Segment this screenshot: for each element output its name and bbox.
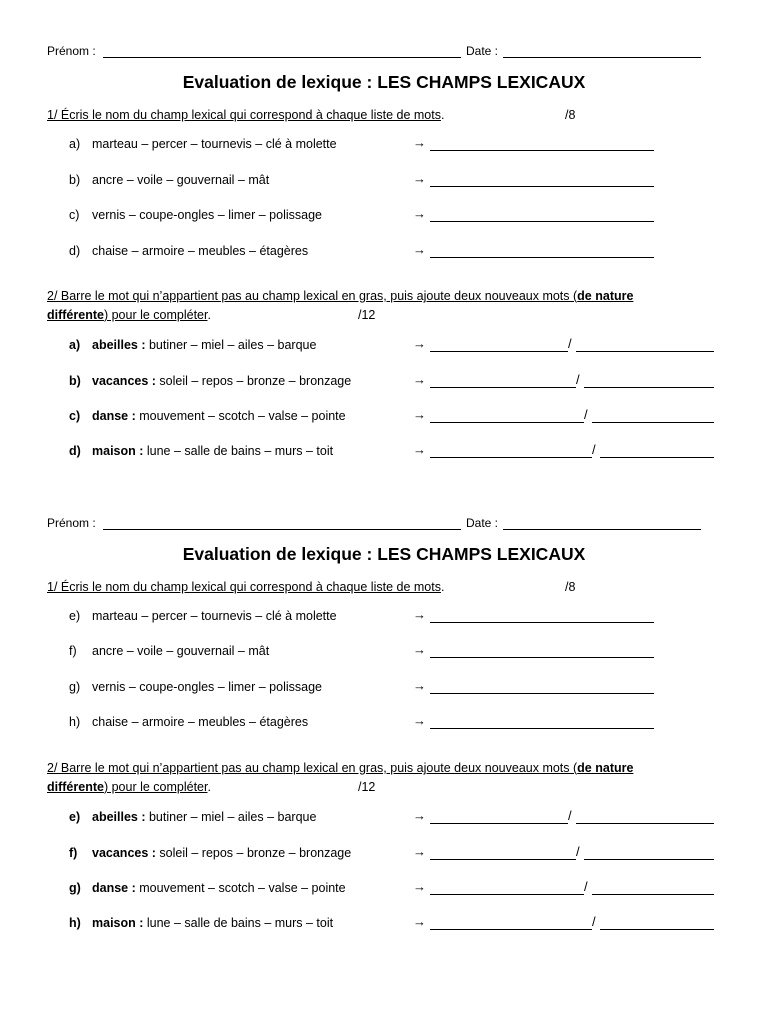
date-field[interactable] <box>503 529 701 530</box>
list-item-theme: vacances : <box>92 374 156 388</box>
question-1-text: 1/ Écris le nom du champ lexical qui correspond à chaque liste de mots <box>47 108 441 122</box>
answer-field[interactable] <box>430 622 654 623</box>
list-item-theme: abeilles : <box>92 810 146 824</box>
list-item-letter: g) <box>69 881 81 895</box>
list-item <box>92 916 333 930</box>
list-item-letter: h) <box>69 916 81 930</box>
question-2-heading-line1 <box>47 761 633 775</box>
list-item-letter: b) <box>69 173 81 187</box>
list-item <box>69 846 77 860</box>
list-item-words: chaise – armoire – meubles – étagères <box>92 244 309 258</box>
question-2-score: /12 <box>358 308 376 322</box>
list-item <box>92 338 316 352</box>
prenom-field[interactable] <box>103 57 461 58</box>
arrow-right-icon: → <box>413 808 426 823</box>
question-1-punct: . <box>440 580 445 594</box>
list-item-letter: a) <box>69 137 81 151</box>
list-item <box>92 409 346 423</box>
page-title: Evaluation de lexique : LES CHAMPS LEXICAUX <box>182 544 586 564</box>
question-2-heading-line2 <box>47 780 211 794</box>
list-item <box>92 846 351 860</box>
answer-field[interactable] <box>430 859 576 860</box>
list-item-theme: danse : <box>92 881 136 895</box>
list-item <box>69 881 81 895</box>
answer-field[interactable] <box>430 457 592 458</box>
slash-separator: / <box>592 442 596 457</box>
list-item-theme: abeilles : <box>92 338 146 352</box>
question-2-punct: . <box>207 308 211 322</box>
list-item-letter: g) <box>69 680 81 694</box>
list-item-words: marteau – percer – tournevis – clé à molette <box>92 609 337 623</box>
list-item-letter: b) <box>69 374 81 388</box>
question-1-score: /8 <box>565 580 576 594</box>
arrow-right-icon: → <box>413 407 426 422</box>
arrow-right-icon: → <box>413 844 426 859</box>
list-item-words: lune – salle de bains – murs – toit <box>143 916 334 930</box>
answer-field[interactable] <box>430 257 654 258</box>
arrow-right-icon: → <box>413 642 426 657</box>
list-item-words: soleil – repos – bronze – bronzage <box>155 846 352 860</box>
list-item-words: ancre – voile – gouvernail – mât <box>92 644 270 658</box>
question-1-score: /8 <box>565 108 576 122</box>
prenom-label: Prénom : <box>47 516 96 530</box>
answer-field[interactable] <box>430 929 592 930</box>
list-item-letter: d) <box>69 244 81 258</box>
answer-field[interactable] <box>576 823 714 824</box>
answer-field[interactable] <box>430 351 568 352</box>
question-2-heading-line2 <box>47 308 211 322</box>
list-item-words: marteau – percer – tournevis – clé à molette <box>92 137 337 151</box>
list-item <box>69 444 81 458</box>
list-item-theme: danse : <box>92 409 136 423</box>
list-item-letter: c) <box>69 409 81 423</box>
list-item-theme: maison : <box>92 916 144 930</box>
list-item-words: lune – salle de bains – murs – toit <box>143 444 334 458</box>
question-2-text: 2/ Barre le mot qui n’appartient pas au champ lexical en gras, puis ajoute deux nouveaux mots ( <box>47 761 578 775</box>
question-2-bold: de nature <box>577 289 634 303</box>
question-2-bold: de nature <box>577 761 634 775</box>
prenom-field[interactable] <box>103 529 461 530</box>
prenom-label: Prénom : <box>47 44 96 58</box>
answer-field[interactable] <box>430 150 654 151</box>
arrow-right-icon: → <box>413 372 426 387</box>
question-2-text: 2/ Barre le mot qui n’appartient pas au champ lexical en gras, puis ajoute deux nouveaux mots ( <box>47 289 578 303</box>
arrow-right-icon: → <box>413 242 426 257</box>
list-item <box>92 444 333 458</box>
list-item-letter: a) <box>69 338 81 352</box>
question-2-score: /12 <box>358 780 376 794</box>
list-item-letter: h) <box>69 715 81 729</box>
question-2-text: ) pour le compléter <box>103 780 208 794</box>
list-item-words: chaise – armoire – meubles – étagères <box>92 715 309 729</box>
list-item <box>69 409 80 423</box>
arrow-right-icon: → <box>413 336 426 351</box>
list-item <box>92 810 316 824</box>
question-1-text: 1/ Écris le nom du champ lexical qui correspond à chaque liste de mots <box>47 580 441 594</box>
list-item-letter: f) <box>69 644 77 658</box>
arrow-right-icon: → <box>413 607 426 622</box>
list-item-letter: c) <box>69 208 80 222</box>
list-item <box>92 881 346 895</box>
list-item <box>92 374 351 388</box>
answer-field[interactable] <box>430 728 654 729</box>
answer-field[interactable] <box>430 387 576 388</box>
slash-separator: / <box>568 808 572 823</box>
answer-field[interactable] <box>584 387 714 388</box>
list-item-letter: e) <box>69 810 81 824</box>
question-1-heading <box>47 580 444 594</box>
list-item <box>69 810 80 824</box>
answer-field[interactable] <box>430 693 654 694</box>
answer-field[interactable] <box>430 657 654 658</box>
list-item <box>69 338 80 352</box>
date-label: Date : <box>466 516 499 530</box>
question-2-heading-line1 <box>47 289 633 303</box>
arrow-right-icon: → <box>413 914 426 929</box>
answer-field[interactable] <box>592 422 714 423</box>
question-2-text: ) pour le compléter <box>103 308 208 322</box>
list-item-words: soleil – repos – bronze – bronzage <box>155 374 352 388</box>
answer-field[interactable] <box>430 894 584 895</box>
answer-field[interactable] <box>430 186 654 187</box>
answer-field[interactable] <box>430 221 654 222</box>
list-item-theme: maison : <box>92 444 144 458</box>
slash-separator: / <box>576 844 580 859</box>
question-2-punct: . <box>207 780 211 794</box>
answer-field[interactable] <box>584 859 714 860</box>
answer-field[interactable] <box>600 929 714 930</box>
list-item-words: mouvement – scotch – valse – pointe <box>135 409 346 423</box>
list-item <box>69 916 81 930</box>
question-1-punct: . <box>440 108 445 122</box>
slash-separator: / <box>584 407 588 422</box>
list-item-letter: f) <box>69 846 78 860</box>
question-2-bold: différente <box>47 780 104 794</box>
arrow-right-icon: → <box>413 171 426 186</box>
list-item-words: mouvement – scotch – valse – pointe <box>135 881 346 895</box>
list-item <box>69 374 81 388</box>
date-label: Date : <box>466 44 499 58</box>
arrow-right-icon: → <box>413 879 426 894</box>
slash-separator: / <box>576 372 580 387</box>
answer-field[interactable] <box>600 457 714 458</box>
arrow-right-icon: → <box>413 442 426 457</box>
date-field[interactable] <box>503 57 701 58</box>
slash-separator: / <box>592 914 596 929</box>
answer-field[interactable] <box>576 351 714 352</box>
list-item-words: ancre – voile – gouvernail – mât <box>92 173 270 187</box>
answer-field[interactable] <box>592 894 714 895</box>
list-item-letter: d) <box>69 444 81 458</box>
arrow-right-icon: → <box>413 678 426 693</box>
question-2-bold: différente <box>47 308 104 322</box>
list-item-words: butiner – miel – ailes – barque <box>145 338 317 352</box>
page-title: Evaluation de lexique : LES CHAMPS LEXICAUX <box>182 72 586 92</box>
slash-separator: / <box>568 336 572 351</box>
list-item-theme: vacances : <box>92 846 156 860</box>
arrow-right-icon: → <box>413 135 426 150</box>
list-item-words: vernis – coupe-ongles – limer – polissage <box>92 208 322 222</box>
slash-separator: / <box>584 879 588 894</box>
list-item-words: vernis – coupe-ongles – limer – polissage <box>92 680 322 694</box>
answer-field[interactable] <box>430 823 568 824</box>
answer-field[interactable] <box>430 422 584 423</box>
list-item-letter: e) <box>69 609 81 623</box>
list-item-words: butiner – miel – ailes – barque <box>145 810 317 824</box>
arrow-right-icon: → <box>413 206 426 221</box>
question-1-heading <box>47 108 444 122</box>
arrow-right-icon: → <box>413 713 426 728</box>
